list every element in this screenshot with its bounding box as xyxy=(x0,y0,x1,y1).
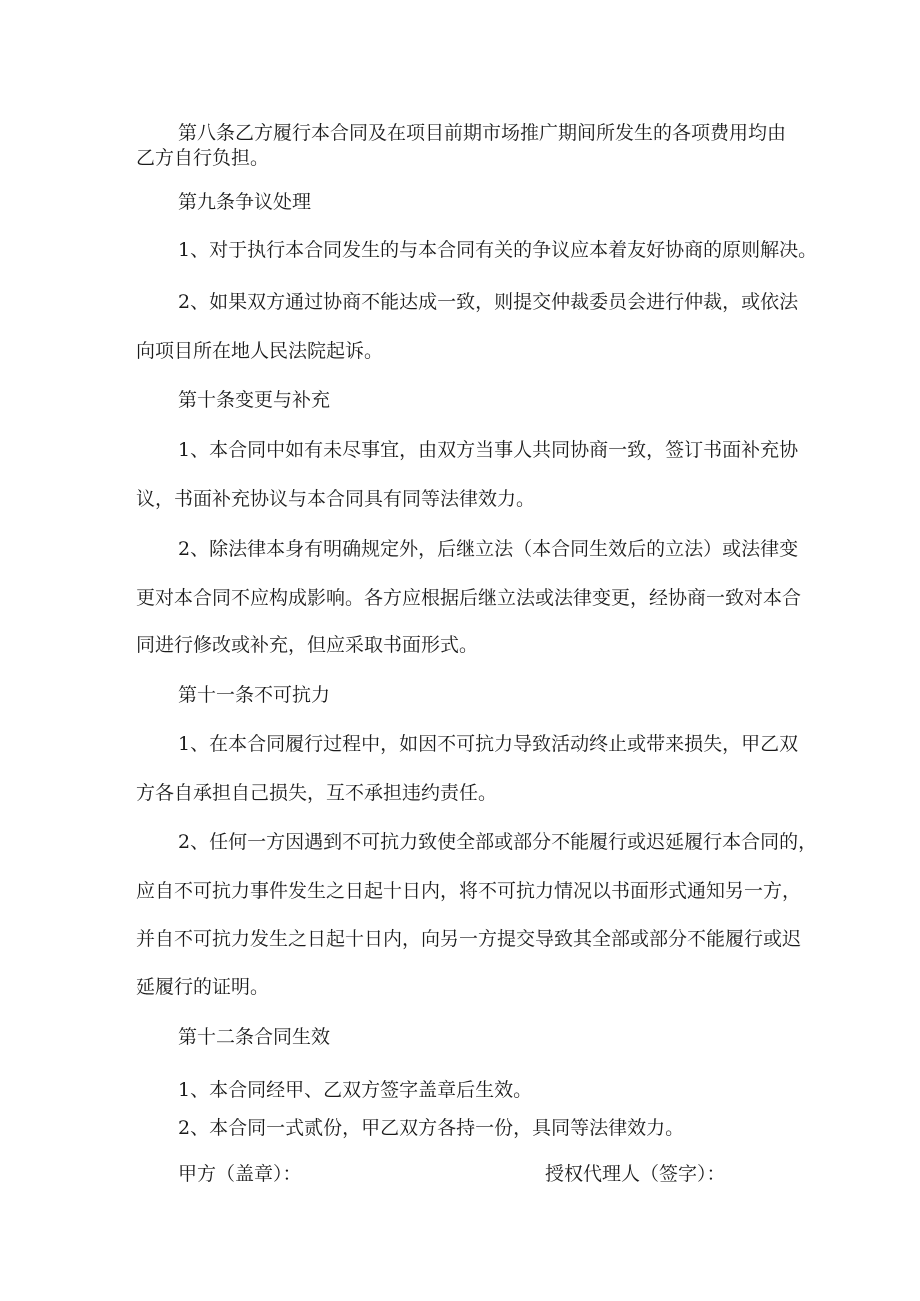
party-a-seal-label: 甲方（盖章）： xyxy=(178,1163,302,1185)
clause-10-item-2-line-2: 更对本合同不应构成影响。各方应根据后继立法或法律变更，经协商一致对本合 xyxy=(136,587,802,609)
clause-10-item-1-line-2: 议，书面补充协议与本合同具有同等法律效力。 xyxy=(136,488,536,510)
clause-10-heading: 第十条变更与补充 xyxy=(178,389,331,411)
clause-9-heading: 第九条争议处理 xyxy=(178,191,312,213)
clause-11-item-2-line-4: 延履行的证明。 xyxy=(136,976,270,998)
clause-10-item-2-line-1: 2、除法律本身有明确规定外，后继立法（本合同生效后的立法）或法律变 xyxy=(178,538,799,560)
clause-11-item-2-line-3: 并自不可抗力发生之日起十日内，向另一方提交导致其全部或部分不能履行或迟 xyxy=(136,928,802,950)
clause-9-item-2-line-1: 2、如果双方通过协商不能达成一致，则提交仲裁委员会进行仲裁，或依法 xyxy=(178,291,799,313)
authorized-agent-signature-label: 授权代理人（签字）： xyxy=(545,1163,726,1185)
clause-11-item-2-line-1: 2、任何一方因遇到不可抗力致使全部或部分不能履行或迟延履行本合同的， xyxy=(178,831,818,853)
clause-11-heading: 第十一条不可抗力 xyxy=(178,684,331,706)
clause-11-item-1-line-1: 1、在本合同履行过程中，如因不可抗力导致活动终止或带来损失，甲乙双 xyxy=(178,733,799,755)
clause-12-item-2: 2、本合同一式贰份，甲乙双方各持一份，具同等法律效力。 xyxy=(178,1117,685,1139)
clause-8-line-1: 第八条乙方履行本合同及在项目前期市场推广期间所发生的各项费用均由 xyxy=(178,122,787,144)
clause-10-item-2-line-3: 同进行修改或补充，但应采取书面形式。 xyxy=(136,634,479,656)
clause-9-item-1: 1、对于执行本合同发生的与本合同有关的争议应本着友好协商的原则解决。 xyxy=(178,239,818,261)
clause-11-item-1-line-2: 方各自承担自己损失，互不承担违约责任。 xyxy=(136,782,498,804)
clause-11-item-2-line-2: 应自不可抗力事件发生之日起十日内，将不可抗力情况以书面形式通知另一方， xyxy=(136,880,802,902)
clause-12-heading: 第十二条合同生效 xyxy=(178,1026,331,1048)
clause-10-item-1-line-1: 1、本合同中如有未尽事宜，由双方当事人共同协商一致，签订书面补充协 xyxy=(178,439,799,461)
clause-12-item-1: 1、本合同经甲、乙双方签字盖章后生效。 xyxy=(178,1079,533,1101)
clause-8-line-2: 乙方自行负担。 xyxy=(136,147,270,169)
clause-9-item-2-line-2: 向项目所在地人民法院起诉。 xyxy=(136,340,384,362)
